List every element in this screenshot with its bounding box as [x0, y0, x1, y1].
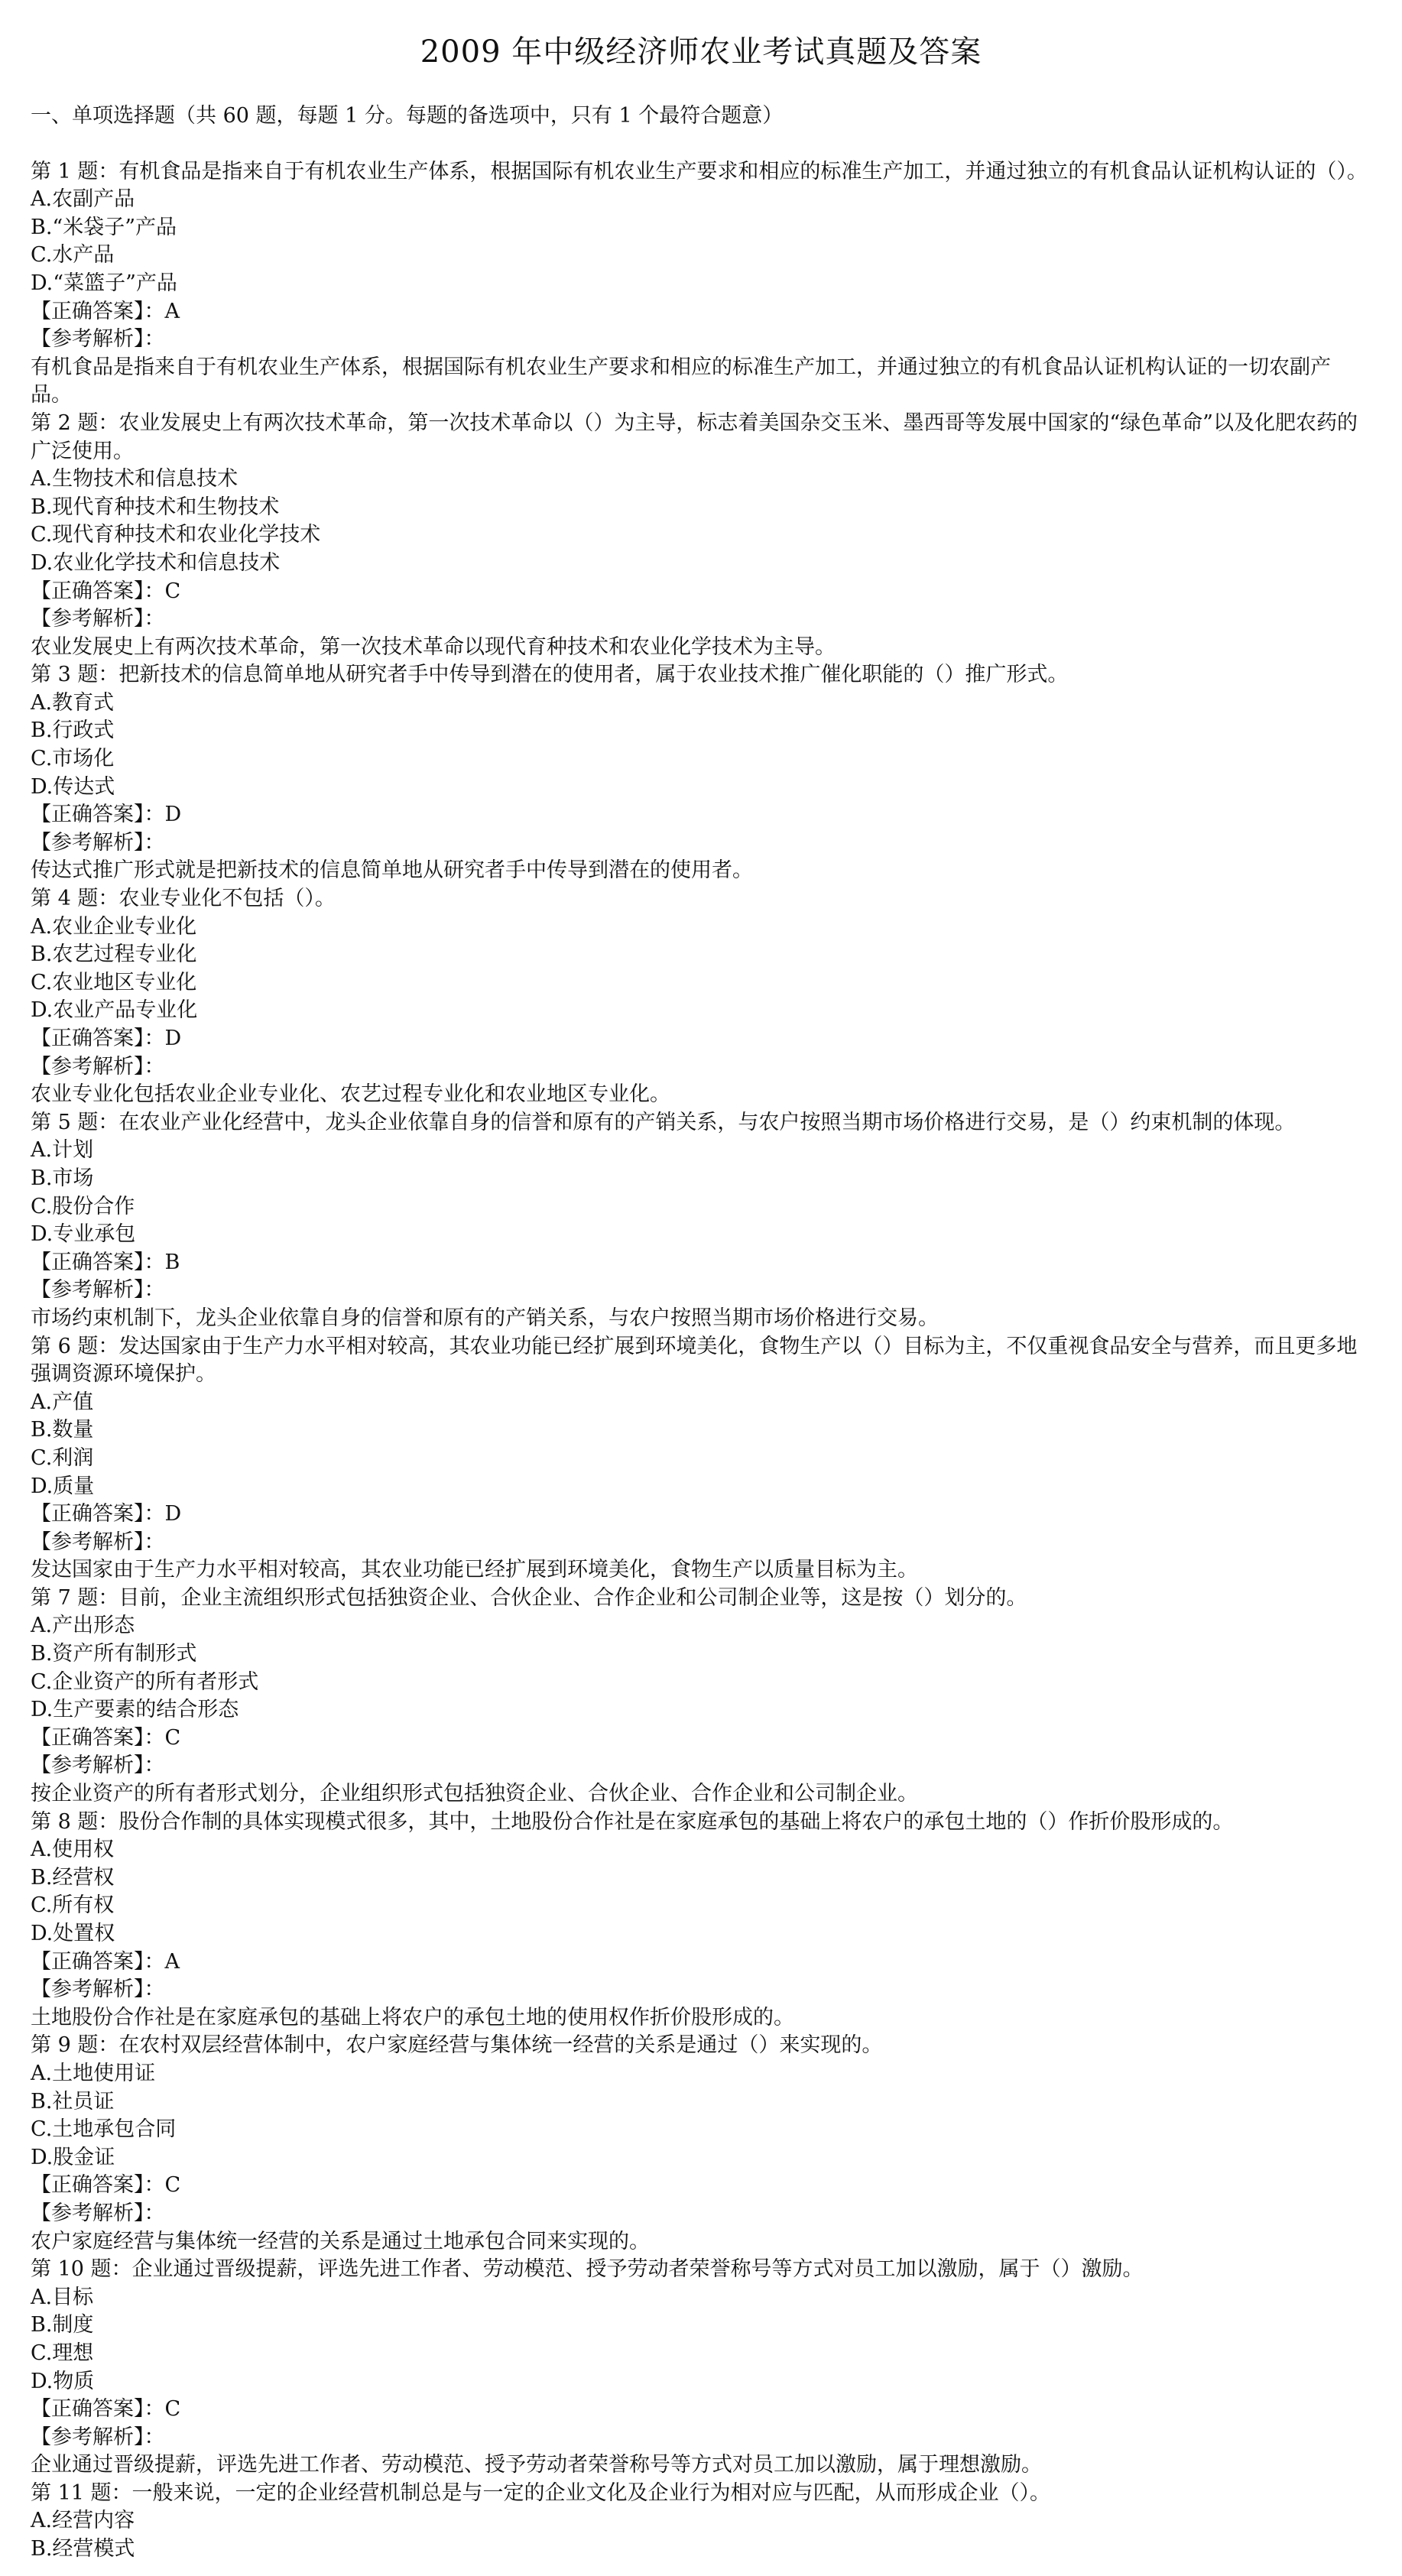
analysis-text: 农业专业化包括农业企业专业化、农艺过程专业化和农业地区专业化。	[31, 1082, 670, 1107]
answer-option: A.经营内容	[31, 2509, 135, 2533]
answer-option: B.数量	[31, 1418, 94, 1442]
analysis-label: 【参考解析】：	[31, 2425, 165, 2449]
answer-option: D.传达式	[31, 774, 115, 799]
question-block	[31, 661, 1371, 885]
analysis-label: 【参考解析】：	[31, 1754, 165, 1778]
question-block	[31, 885, 1371, 1109]
answer-option: C.所有权	[31, 1893, 115, 1918]
question-stem: 第 10 题：企业通过晋级提薪，评选先进工作者、劳动模范、授予劳动者荣誉称号等方式对员工加以激励，属于（）激励。	[31, 2257, 1144, 2282]
answer-option: A.农副产品	[31, 187, 135, 212]
analysis-label: 【参考解析】：	[31, 1278, 165, 1303]
answer-option: B.市场	[31, 1166, 94, 1190]
answer-option: C.理想	[31, 2341, 94, 2365]
analysis-text: 市场约束机制下，龙头企业依靠自身的信誉和原有的产销关系，与农户按照当期市场价格进行交易。	[31, 1306, 939, 1330]
correct-answer: 【正确答案】：C	[31, 2173, 181, 2198]
question-block	[31, 1333, 1371, 1585]
answer-option: C.企业资产的所有者形式	[31, 1669, 259, 1694]
analysis-label: 【参考解析】：	[31, 327, 165, 352]
answer-option: B.经营权	[31, 1865, 115, 1890]
analysis-text: 有机食品是指来自于有机农业生产体系，根据国际有机农业生产要求和相应的标准生产加工，并通过独立的有机食品认证机构认证的一切农副产品。	[31, 355, 1331, 407]
answer-option: A.生物技术和信息技术	[31, 467, 239, 492]
answer-option: A.教育式	[31, 690, 115, 715]
answer-option: C.现代育种技术和农业化学技术	[31, 523, 321, 547]
correct-answer: 【正确答案】：D	[31, 1502, 182, 1526]
question-block	[31, 1809, 1371, 2033]
answer-option: A.使用权	[31, 1838, 115, 1862]
correct-answer: 【正确答案】：D	[31, 1027, 182, 1050]
answer-option: B.制度	[31, 2313, 94, 2338]
answer-option: D.“菜篮子”产品	[31, 271, 177, 295]
document-title: 2009 年中级经济师农业考试真题及答案	[420, 34, 982, 70]
correct-answer: 【正确答案】：D	[31, 803, 182, 827]
analysis-text: 企业通过晋级提薪，评选先进工作者、劳动模范、授予劳动者荣誉称号等方式对员工加以激励，属于理想激励。	[31, 2453, 1042, 2477]
analysis-text: 土地股份合作社是在家庭承包的基础上将农户的承包土地的使用权作折价股形成的。	[31, 2005, 794, 2029]
answer-option: A.农业企业专业化	[31, 914, 197, 939]
answer-option: D.专业承包	[31, 1222, 136, 1247]
answer-option: B.农艺过程专业化	[31, 942, 197, 967]
answer-option: C.利润	[31, 1445, 94, 1470]
analysis-label: 【参考解析】：	[31, 2201, 165, 2225]
analysis-text: 传达式推广形式就是把新技术的信息简单地从研究者手中传导到潜在的使用者。	[31, 858, 753, 883]
question-stem: 第 11 题：一般来说，一定的企业经营机制总是与一定的企业文化及企业行为相对应与匹配，从而形成企业（）。	[31, 2480, 1051, 2505]
answer-option: B.行政式	[31, 719, 115, 743]
analysis-text: 农业发展史上有两次技术革命，第一次技术革命以现代育种技术和农业化学技术为主导。	[31, 634, 836, 659]
answer-option: B.经营模式	[31, 2537, 135, 2561]
question-stem: 第 9 题：在农村双层经营体制中，农户家庭经营与集体统一经营的关系是通过（）来实现的。	[31, 2033, 883, 2058]
question-stem: 第 2 题：农业发展史上有两次技术革命，第一次技术革命以（）为主导，标志着美国杂交玉米、墨西哥等发展中国家的“绿色革命”以及化肥农药的广泛使用。	[31, 410, 1358, 463]
question-block	[31, 2480, 1371, 2564]
correct-answer: 【正确答案】：A	[31, 1949, 180, 1974]
question-stem: 第 5 题：在农业产业化经营中，龙头企业依靠自身的信誉和原有的产销关系，与农户按照当期市场价格进行交易，是（）约束机制的体现。	[31, 1110, 1296, 1134]
question-block	[31, 2032, 1371, 2256]
answer-option: B.社员证	[31, 2089, 115, 2114]
answer-option: C.土地承包合同	[31, 2117, 177, 2142]
question-block	[31, 2256, 1371, 2480]
question-block	[31, 1109, 1371, 1333]
question-stem: 第 1 题：有机食品是指来自于有机农业生产体系，根据国际有机农业生产要求和相应的标准生产加工，并通过独立的有机食品认证机构认证的（）。	[31, 159, 1368, 183]
answer-option: D.农业产品专业化	[31, 998, 198, 1023]
analysis-text: 按企业资产的所有者形式划分，企业组织形式包括独资企业、合伙企业、合作企业和公司制企业。	[31, 1782, 918, 1806]
correct-answer: 【正确答案】：C	[31, 579, 181, 603]
analysis-label: 【参考解析】：	[31, 830, 165, 855]
analysis-text: 农户家庭经营与集体统一经营的关系是通过土地承包合同来实现的。	[31, 2229, 650, 2253]
answer-option: D.农业化学技术和信息技术	[31, 550, 281, 575]
answer-option: D.股金证	[31, 2145, 115, 2169]
answer-option: A.目标	[31, 2285, 94, 2309]
answer-option: A.产值	[31, 1390, 94, 1414]
question-stem: 第 4 题：农业专业化不包括（）。	[31, 887, 336, 911]
question-stem: 第 7 题：目前，企业主流组织形式包括独资企业、合伙企业、合作企业和公司制企业等，这是按（）划分的。	[31, 1585, 1027, 1610]
answer-option: A.计划	[31, 1138, 94, 1163]
analysis-label: 【参考解析】：	[31, 1054, 165, 1079]
question-list	[31, 158, 1371, 2564]
correct-answer: 【正确答案】：A	[31, 299, 180, 323]
correct-answer: 【正确答案】：C	[31, 2397, 181, 2422]
correct-answer: 【正确答案】：C	[31, 1725, 181, 1750]
answer-option: C.股份合作	[31, 1194, 135, 1218]
analysis-label: 【参考解析】：	[31, 1530, 165, 1554]
question-block	[31, 1585, 1371, 1809]
answer-option: D.物质	[31, 2369, 95, 2393]
question-block	[31, 410, 1371, 661]
correct-answer: 【正确答案】：B	[31, 1250, 180, 1274]
answer-option: D.生产要素的结合形态	[31, 1698, 239, 1722]
answer-option: C.水产品	[31, 243, 115, 268]
answer-option: A.产出形态	[31, 1614, 135, 1638]
section-heading: 一、单项选择题（共 60 题，每题 1 分。每题的备选项中，只有 1 个最符合题意）	[31, 104, 784, 128]
answer-option: A.土地使用证	[31, 2061, 156, 2085]
answer-option: C.市场化	[31, 747, 115, 771]
analysis-text: 发达国家由于生产力水平相对较高，其农业功能已经扩展到环境美化，食物生产以质量目标为主。	[31, 1558, 918, 1582]
answer-option: C.农业地区专业化	[31, 970, 197, 994]
question-stem: 第 3 题：把新技术的信息简单地从研究者手中传导到潜在的使用者，属于农业技术推广催化职能的（）推广形式。	[31, 663, 1069, 687]
answer-option: D.质量	[31, 1474, 95, 1498]
answer-option: B.现代育种技术和生物技术	[31, 495, 280, 519]
answer-option: B.资产所有制形式	[31, 1642, 197, 1666]
analysis-label: 【参考解析】：	[31, 607, 165, 631]
answer-option: B.“米袋子”产品	[31, 215, 177, 239]
answer-option: D.处置权	[31, 1922, 115, 1945]
question-stem: 第 6 题：发达国家由于生产力水平相对较高，其农业功能已经扩展到环境美化，食物生产以（）目标为主，不仅重视食品安全与营养，而且更多地强调资源环境保护。	[31, 1334, 1358, 1387]
question-stem: 第 8 题：股份合作制的具体实现模式很多，其中，土地股份合作社是在家庭承包的基础上将农户的承包土地的（）作折价股形成的。	[31, 1809, 1234, 1834]
question-block	[31, 158, 1371, 410]
analysis-label: 【参考解析】：	[31, 1977, 165, 2002]
